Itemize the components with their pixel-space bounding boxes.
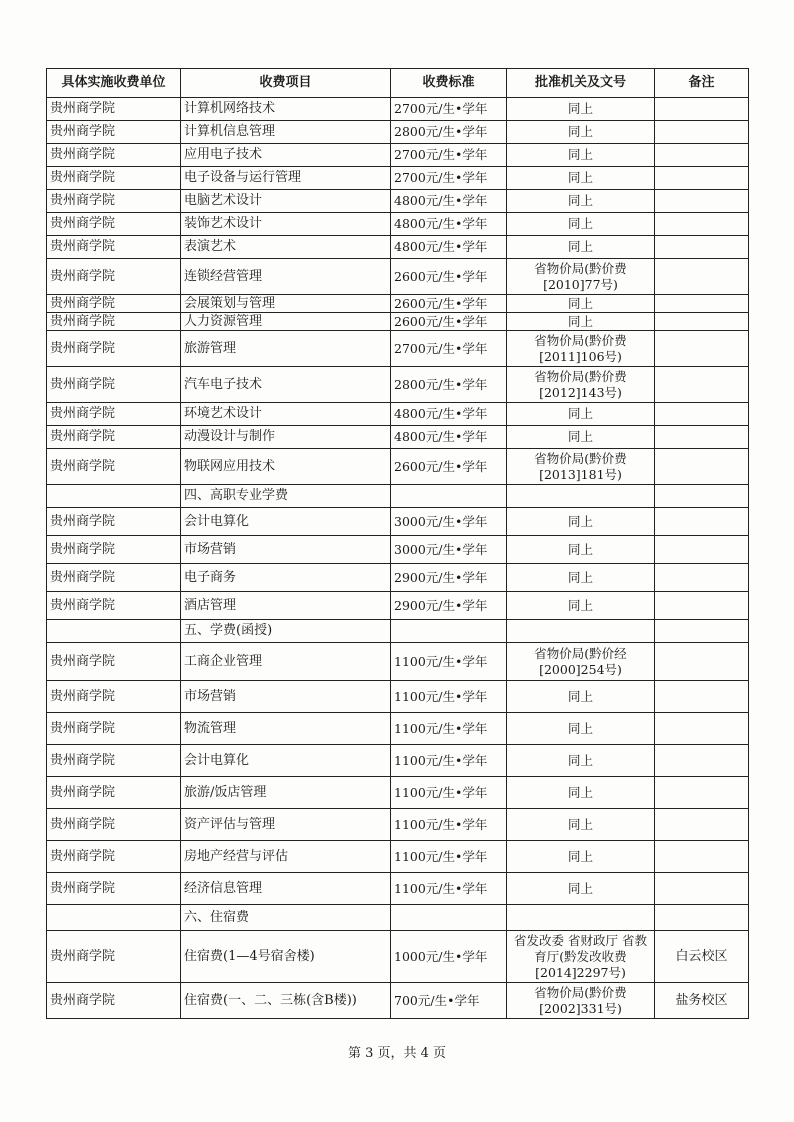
cell-note	[655, 536, 749, 564]
cell-approval: 省物价局(黔价经[2000]254号)	[507, 643, 655, 681]
cell-fee: 2700元/生•学年	[391, 144, 507, 167]
table-row	[47, 426, 749, 449]
cell-approval: 同上	[507, 426, 655, 449]
cell-note	[655, 713, 749, 745]
cell-fee: 1100元/生•学年	[391, 713, 507, 745]
cell-approval: 同上	[507, 564, 655, 592]
cell-unit: 贵州商学院	[47, 331, 181, 367]
cell-item: 计算机信息管理	[181, 121, 391, 144]
cell-note	[655, 508, 749, 536]
cell-fee: 1100元/生•学年	[391, 809, 507, 841]
cell-fee: 4800元/生•学年	[391, 190, 507, 213]
cell-fee: 3000元/生•学年	[391, 536, 507, 564]
cell-fee: 1100元/生•学年	[391, 745, 507, 777]
cell-unit: 贵州商学院	[47, 841, 181, 873]
table-row	[47, 564, 749, 592]
cell-fee: 4800元/生•学年	[391, 213, 507, 236]
cell-unit: 贵州商学院	[47, 313, 181, 331]
cell-item: 市场营销	[181, 681, 391, 713]
cell-note	[655, 121, 749, 144]
cell-note	[655, 295, 749, 313]
cell-note	[655, 449, 749, 485]
cell-note	[655, 620, 749, 643]
cell-note	[655, 403, 749, 426]
cell-note	[655, 331, 749, 367]
cell-approval: 同上	[507, 508, 655, 536]
cell-unit: 贵州商学院	[47, 449, 181, 485]
cell-approval: 同上	[507, 403, 655, 426]
cell-fee	[391, 905, 507, 931]
table-row	[47, 236, 749, 259]
table-row	[47, 403, 749, 426]
cell-unit: 贵州商学院	[47, 983, 181, 1019]
cell-item: 住宿费(1—4号宿舍楼)	[181, 931, 391, 983]
cell-fee: 2600元/生•学年	[391, 313, 507, 331]
cell-fee: 2600元/生•学年	[391, 259, 507, 295]
cell-item: 装饰艺术设计	[181, 213, 391, 236]
table-row	[47, 809, 749, 841]
table-row	[47, 167, 749, 190]
cell-fee: 1100元/生•学年	[391, 777, 507, 809]
cell-fee: 1100元/生•学年	[391, 681, 507, 713]
table-row	[47, 213, 749, 236]
cell-unit: 贵州商学院	[47, 121, 181, 144]
cell-note	[655, 777, 749, 809]
table-row	[47, 121, 749, 144]
section-title: 六、住宿费	[181, 905, 391, 931]
cell-item: 旅游管理	[181, 331, 391, 367]
cell-note	[655, 564, 749, 592]
table-row	[47, 777, 749, 809]
cell-fee: 1100元/生•学年	[391, 873, 507, 905]
cell-unit: 贵州商学院	[47, 213, 181, 236]
table-row	[47, 592, 749, 620]
table-row	[47, 449, 749, 485]
cell-approval: 省物价局(黔价费[2011]106号)	[507, 331, 655, 367]
cell-note	[655, 592, 749, 620]
cell-note	[655, 98, 749, 121]
cell-unit: 贵州商学院	[47, 403, 181, 426]
cell-fee: 1100元/生•学年	[391, 841, 507, 873]
cell-fee	[391, 485, 507, 508]
cell-item: 经济信息管理	[181, 873, 391, 905]
cell-note	[655, 681, 749, 713]
cell-approval: 同上	[507, 236, 655, 259]
cell-approval: 同上	[507, 167, 655, 190]
page-footer: 第 3 页，共 4 页	[347, 1046, 447, 1061]
cell-approval: 省物价局(黔价费[2010]77号)	[507, 259, 655, 295]
cell-fee: 4800元/生•学年	[391, 236, 507, 259]
cell-item: 物联网应用技术	[181, 449, 391, 485]
cell-unit: 贵州商学院	[47, 536, 181, 564]
cell-approval: 同上	[507, 295, 655, 313]
cell-approval: 同上	[507, 809, 655, 841]
cell-unit: 贵州商学院	[47, 259, 181, 295]
table-row	[47, 931, 749, 983]
cell-unit: 贵州商学院	[47, 777, 181, 809]
table-row	[47, 144, 749, 167]
cell-note	[655, 745, 749, 777]
cell-note	[655, 905, 749, 931]
cell-unit: 贵州商学院	[47, 167, 181, 190]
cell-unit	[47, 485, 181, 508]
cell-fee: 2700元/生•学年	[391, 331, 507, 367]
cell-fee: 2900元/生•学年	[391, 592, 507, 620]
cell-item: 会计电算化	[181, 745, 391, 777]
cell-approval: 同上	[507, 841, 655, 873]
cell-fee	[391, 620, 507, 643]
table-row	[47, 313, 749, 331]
header-note: 备注	[655, 69, 749, 98]
cell-fee: 4800元/生•学年	[391, 403, 507, 426]
table-row	[47, 259, 749, 295]
table-row	[47, 983, 749, 1019]
table-row	[47, 713, 749, 745]
cell-unit	[47, 905, 181, 931]
table-row	[47, 190, 749, 213]
cell-item: 会展策划与管理	[181, 295, 391, 313]
cell-item: 旅游/饭店管理	[181, 777, 391, 809]
header-item: 收费项目	[181, 69, 391, 98]
cell-item: 房地产经营与评估	[181, 841, 391, 873]
cell-note	[655, 144, 749, 167]
fee-table	[46, 68, 749, 1019]
cell-approval: 同上	[507, 313, 655, 331]
cell-unit: 贵州商学院	[47, 236, 181, 259]
cell-note	[655, 367, 749, 403]
cell-note	[655, 313, 749, 331]
cell-unit: 贵州商学院	[47, 745, 181, 777]
cell-unit: 贵州商学院	[47, 643, 181, 681]
cell-note	[655, 190, 749, 213]
cell-fee: 2800元/生•学年	[391, 121, 507, 144]
cell-approval: 同上	[507, 592, 655, 620]
cell-fee: 700元/生•学年	[391, 983, 507, 1019]
cell-fee: 1000元/生•学年	[391, 931, 507, 983]
cell-item: 资产评估与管理	[181, 809, 391, 841]
section-title: 五、学费(函授)	[181, 620, 391, 643]
cell-note	[655, 213, 749, 236]
cell-unit: 贵州商学院	[47, 98, 181, 121]
cell-note	[655, 236, 749, 259]
cell-item: 动漫设计与制作	[181, 426, 391, 449]
table-row	[47, 367, 749, 403]
table-row	[47, 536, 749, 564]
cell-note: 盐务校区	[655, 983, 749, 1019]
header-approval: 批准机关及文号	[507, 69, 655, 98]
cell-approval: 同上	[507, 98, 655, 121]
cell-fee: 1100元/生•学年	[391, 643, 507, 681]
cell-note	[655, 259, 749, 295]
cell-approval: 同上	[507, 190, 655, 213]
header-fee: 收费标准	[391, 69, 507, 98]
cell-approval: 省发改委 省财政厅 省教育厅(黔发改收费[2014]2297号)	[507, 931, 655, 983]
cell-unit: 贵州商学院	[47, 190, 181, 213]
table-row	[47, 98, 749, 121]
cell-fee: 3000元/生•学年	[391, 508, 507, 536]
table-row	[47, 745, 749, 777]
cell-note	[655, 809, 749, 841]
cell-fee: 2600元/生•学年	[391, 295, 507, 313]
cell-approval: 同上	[507, 777, 655, 809]
table-row	[47, 841, 749, 873]
cell-item: 环境艺术设计	[181, 403, 391, 426]
table-header-row	[47, 69, 749, 98]
cell-item: 工商企业管理	[181, 643, 391, 681]
cell-item: 汽车电子技术	[181, 367, 391, 403]
table-body	[47, 98, 749, 1019]
cell-unit: 贵州商学院	[47, 931, 181, 983]
cell-fee: 4800元/生•学年	[391, 426, 507, 449]
cell-unit: 贵州商学院	[47, 713, 181, 745]
cell-unit: 贵州商学院	[47, 809, 181, 841]
cell-fee: 2700元/生•学年	[391, 167, 507, 190]
cell-unit: 贵州商学院	[47, 295, 181, 313]
cell-unit: 贵州商学院	[47, 873, 181, 905]
cell-approval: 同上	[507, 873, 655, 905]
cell-unit: 贵州商学院	[47, 564, 181, 592]
cell-item: 物流管理	[181, 713, 391, 745]
cell-approval: 同上	[507, 121, 655, 144]
cell-approval	[507, 485, 655, 508]
cell-approval	[507, 620, 655, 643]
cell-note	[655, 426, 749, 449]
cell-note	[655, 643, 749, 681]
cell-unit: 贵州商学院	[47, 144, 181, 167]
section-title: 四、高职专业学费	[181, 485, 391, 508]
section-row	[47, 905, 749, 931]
table-row	[47, 643, 749, 681]
cell-item: 人力资源管理	[181, 313, 391, 331]
cell-approval	[507, 905, 655, 931]
cell-approval: 同上	[507, 536, 655, 564]
cell-fee: 2700元/生•学年	[391, 98, 507, 121]
cell-unit	[47, 620, 181, 643]
cell-note	[655, 873, 749, 905]
table-row	[47, 873, 749, 905]
cell-note	[655, 841, 749, 873]
table-row	[47, 331, 749, 367]
section-row	[47, 620, 749, 643]
cell-unit: 贵州商学院	[47, 592, 181, 620]
cell-note	[655, 167, 749, 190]
cell-fee: 2900元/生•学年	[391, 564, 507, 592]
cell-approval: 同上	[507, 144, 655, 167]
section-row	[47, 485, 749, 508]
header-unit: 具体实施收费单位	[47, 69, 181, 98]
cell-approval: 同上	[507, 745, 655, 777]
cell-unit: 贵州商学院	[47, 426, 181, 449]
cell-item: 市场营销	[181, 536, 391, 564]
cell-fee: 2600元/生•学年	[391, 449, 507, 485]
table-row	[47, 508, 749, 536]
cell-item: 电脑艺术设计	[181, 190, 391, 213]
table-row	[47, 295, 749, 313]
cell-item: 连锁经营管理	[181, 259, 391, 295]
cell-note	[655, 485, 749, 508]
cell-item: 酒店管理	[181, 592, 391, 620]
cell-unit: 贵州商学院	[47, 367, 181, 403]
cell-fee: 2800元/生•学年	[391, 367, 507, 403]
cell-unit: 贵州商学院	[47, 681, 181, 713]
cell-approval: 同上	[507, 213, 655, 236]
cell-item: 会计电算化	[181, 508, 391, 536]
cell-item: 电子设备与运行管理	[181, 167, 391, 190]
cell-approval: 同上	[507, 713, 655, 745]
cell-approval: 同上	[507, 681, 655, 713]
table-row	[47, 681, 749, 713]
cell-approval: 省物价局(黔价费[2012]143号)	[507, 367, 655, 403]
cell-item: 电子商务	[181, 564, 391, 592]
cell-approval: 省物价局(黔价费[2002]331号)	[507, 983, 655, 1019]
cell-item: 表演艺术	[181, 236, 391, 259]
cell-item: 应用电子技术	[181, 144, 391, 167]
cell-approval: 省物价局(黔价费[2013]181号)	[507, 449, 655, 485]
cell-note: 白云校区	[655, 931, 749, 983]
cell-item: 计算机网络技术	[181, 98, 391, 121]
cell-item: 住宿费(一、二、三栋(含B楼))	[181, 983, 391, 1019]
cell-unit: 贵州商学院	[47, 508, 181, 536]
